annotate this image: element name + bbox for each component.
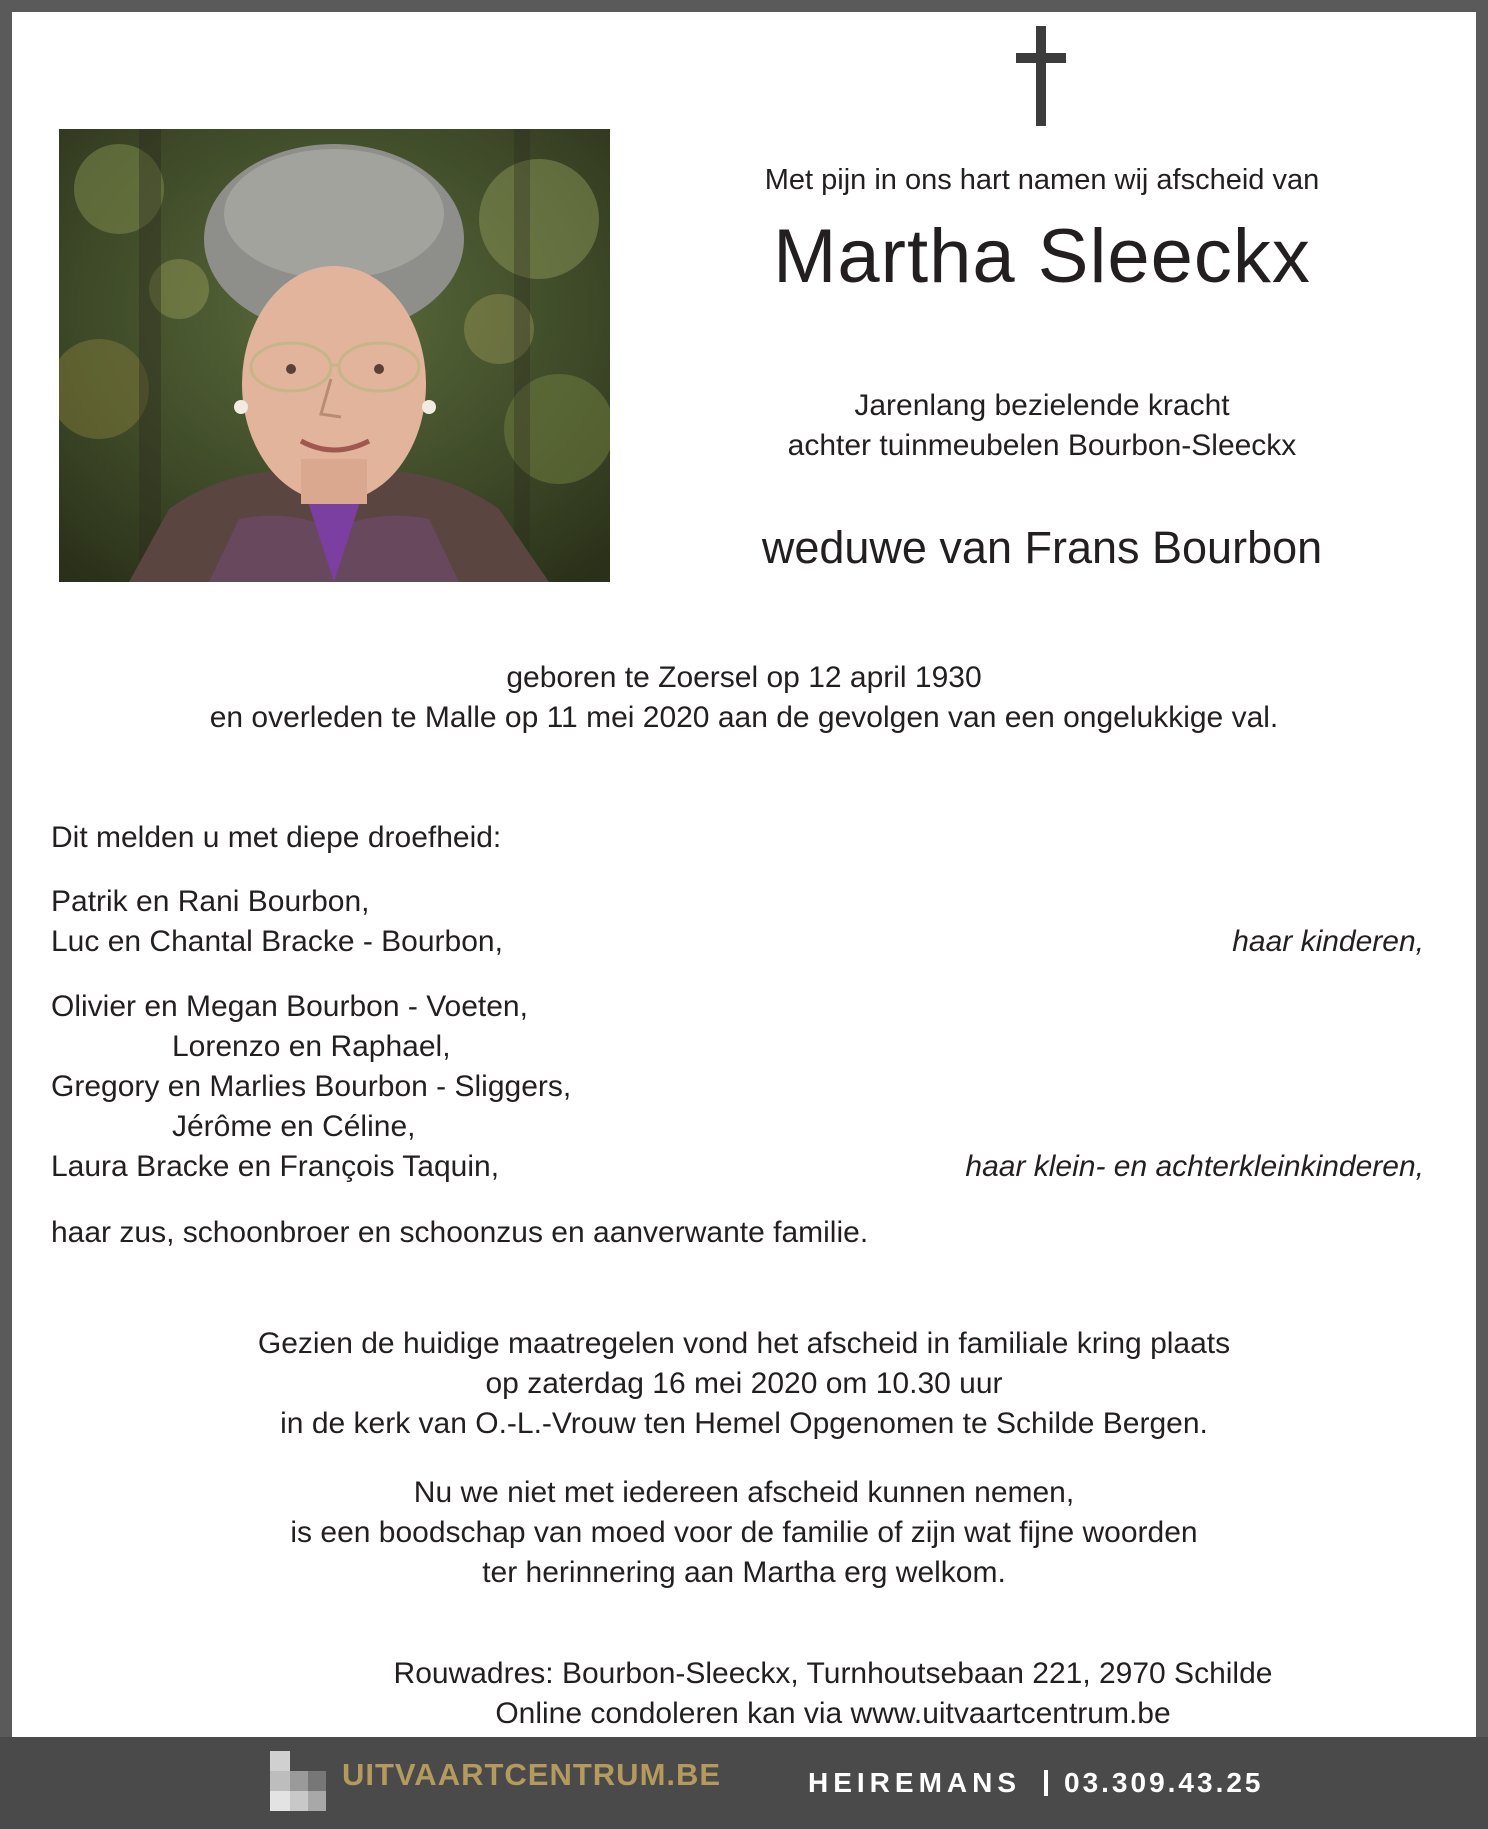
- family-grandchild-5: Laura Bracke en François Taquin,: [51, 1150, 500, 1183]
- other-family: haar zus, schoonbroer en schoonzus en aanverwante familie.: [51, 1216, 869, 1249]
- online-condolence: Online condoleren kan via www.uitvaartcentrum.be: [495, 1697, 1171, 1730]
- mourning-address: Rouwadres: Bourbon-Sleeckx, Turnhoutsebaan 221, 2970 Schilde: [393, 1657, 1273, 1690]
- footer-bar: [0, 1737, 1488, 1829]
- tribute-line-1: Jarenlang bezielende kracht: [854, 389, 1230, 422]
- separator: [1044, 1770, 1048, 1796]
- message-line-3: ter herinnering aan Martha erg welkom.: [482, 1556, 1006, 1589]
- family-grandchild-1: Olivier en Megan Bourbon - Voeten,: [51, 990, 528, 1023]
- announcement: Dit melden u met diepe droefheid:: [51, 821, 502, 854]
- widow-of: weduwe van Frans Bourbon: [761, 522, 1323, 573]
- birth-line: geboren te Zoersel op 12 april 1930: [506, 661, 982, 694]
- portrait-photo: [59, 129, 610, 582]
- family-grandchild-3: Gregory en Marlies Bourbon - Sliggers,: [51, 1070, 572, 1103]
- obituary-card: [12, 12, 1476, 1737]
- message-line-1: Nu we niet met iedereen afscheid kunnen nemen,: [413, 1476, 1075, 1509]
- tribute-line-2: achter tuinmeubelen Bourbon-Sleeckx: [787, 429, 1297, 462]
- family-grandchild-2: Lorenzo en Raphael,: [172, 1030, 451, 1063]
- phone-number: 03.309.43.25: [1064, 1767, 1264, 1798]
- family-child-1: Patrik en Rani Bourbon,: [51, 885, 370, 918]
- uitvaartcentrum-logo-icon: [270, 1751, 328, 1813]
- deceased-name: Martha Sleeckx: [773, 214, 1311, 299]
- intro-text: Met pijn in ons hart namen wij afscheid van: [764, 164, 1320, 196]
- grandchildren-label: haar klein- en achterkleinkinderen,: [965, 1150, 1424, 1183]
- brand-name[interactable]: UITVAARTCENTRUM.BE: [342, 1757, 722, 1792]
- death-line: en overleden te Malle op 11 mei 2020 aan de gevolgen van een ongelukkige val.: [209, 701, 1279, 734]
- ceremony-line-2: op zaterdag 16 mei 2020 om 10.30 uur: [485, 1367, 1003, 1400]
- ceremony-line-3: in de kerk van O.-L.-Vrouw ten Hemel Opgenomen te Schilde Bergen.: [280, 1407, 1208, 1440]
- family-grandchild-4: Jérôme en Céline,: [172, 1110, 416, 1143]
- ceremony-line-1: Gezien de huidige maatregelen vond het afscheid in familiale kring plaats: [257, 1327, 1231, 1360]
- cross-icon: [1010, 26, 1072, 126]
- family-child-2: Luc en Chantal Bracke - Bourbon,: [51, 925, 503, 958]
- funeral-home-name: HEIREMANS: [808, 1767, 1022, 1798]
- message-line-2: is een boodschap van moed voor de familie of zijn wat fijne woorden: [290, 1516, 1198, 1549]
- children-label: haar kinderen,: [1232, 925, 1424, 958]
